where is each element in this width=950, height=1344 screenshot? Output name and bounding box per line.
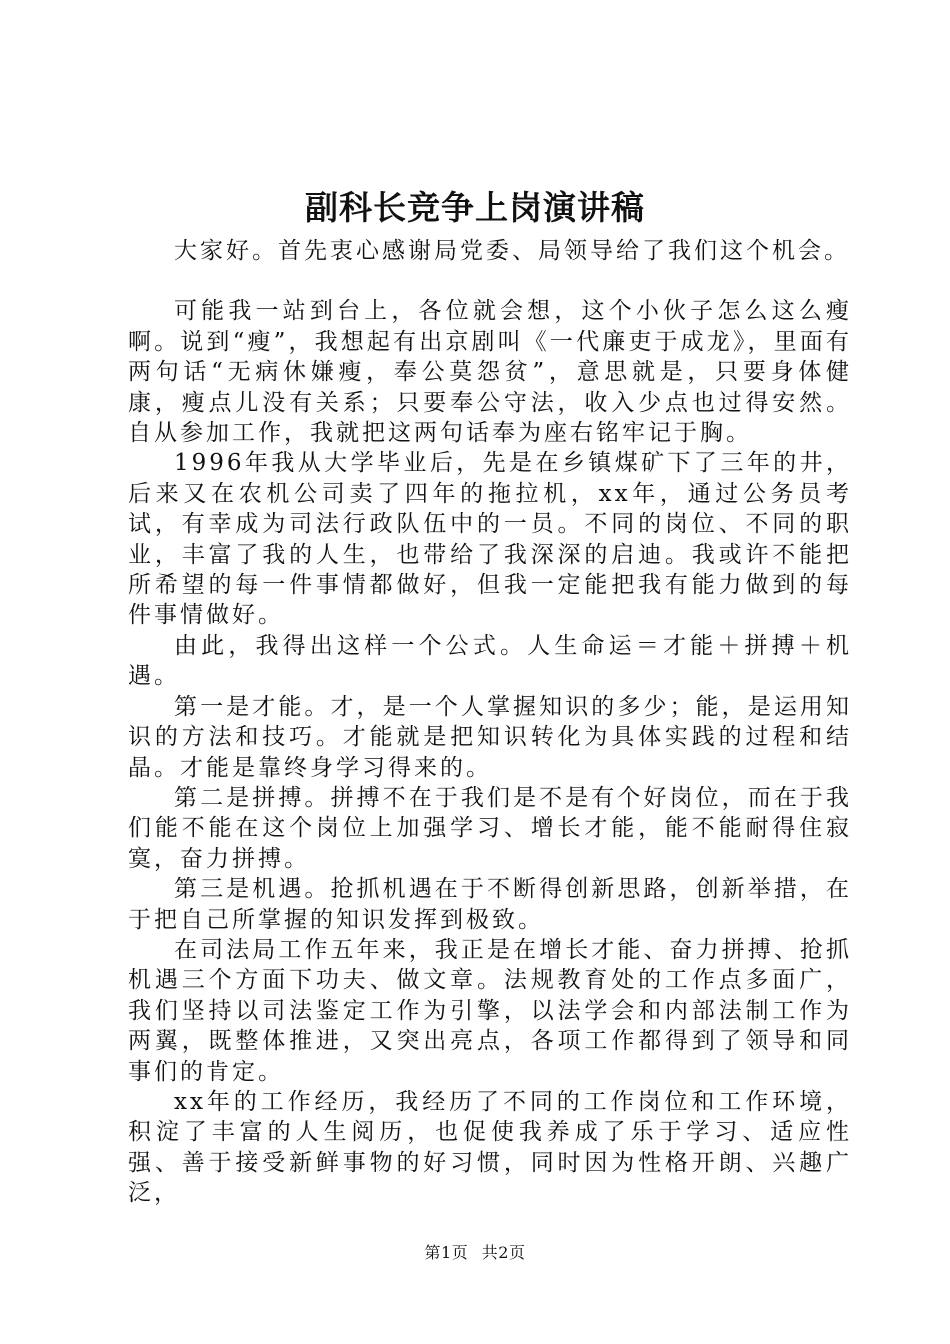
- paragraph-greeting: 大家好。首先衷心感谢局党委、局领导给了我们这个机会。: [174, 238, 850, 264]
- paragraph: 在司法局工作五年来，我正是在增长才能、奋力拼搏、抢抓机遇三个方面下功夫、做文章。法规教育处的工作点多面广，我们坚持以司法鉴定工作为引擎，以法学会和内部法制工作为两翼，既整体推进，又突出亮点，各项工作都得到了领导和同事们的肯定。: [128, 936, 852, 1085]
- paragraph: 由此，我得出这样一个公式。人生命运＝才能＋拼搏＋机遇。: [128, 632, 852, 690]
- document-title: 副科长竞争上岗演讲稿: [305, 188, 645, 227]
- page-footer: [0, 1243, 950, 1263]
- document-body: [128, 236, 852, 1209]
- paragraph: 可能我一站到台上，各位就会想，这个小伙子怎么这么瘦啊。说到“瘦”，我想起有出京剧叫《一代廉吏于成龙》，里面有两句话“无病休嫌瘦，奉公莫怨贫”，意思就是，只要身体健康，瘦点儿没有关系；只要奉公守法，收入少点也过得安然。自从参加工作，我就把这两句话奉为座右铭牢记于胸。: [128, 298, 852, 447]
- paragraph: 第一是才能。才，是一个人掌握知识的多少；能，是运用知识的方法和技巧。才能就是把知识转化为具体实践的过程和结晶。才能是靠终身学习得来的。: [128, 693, 852, 781]
- paragraph: 1996年我从大学毕业后，先是在乡镇煤矿下了三年的井，后来又在农机公司卖了四年的拖拉机，xx年，通过公务员考试，有幸成为司法行政队伍中的一员。不同的岗位、不同的职业，丰富了我的人生，也带给了我深深的启迪。我或许不能把所希望的每一件事情都做好，但我一定能把我有能力做到的每件事情做好。: [128, 450, 852, 629]
- paragraph: xx年的工作经历，我经历了不同的工作岗位和工作环境，积淀了丰富的人生阅历，也促使我养成了乐于学习、适应性强、善于接受新鲜事物的好习惯，同时因为性格开朗、兴趣广泛，: [128, 1088, 852, 1207]
- page-number: 第1页: [424, 1243, 469, 1262]
- page-total: 共2页: [481, 1243, 526, 1262]
- paragraph: 第二是拼搏。拼搏不在于我们是不是有个好岗位，而在于我们能不能在这个岗位上加强学习、增长才能，能不能耐得住寂寞，奋力拼搏。: [128, 784, 852, 872]
- paragraph: 第三是机遇。抢抓机遇在于不断得创新思路，创新举措，在于把自己所掌握的知识发挥到极致。: [128, 876, 852, 933]
